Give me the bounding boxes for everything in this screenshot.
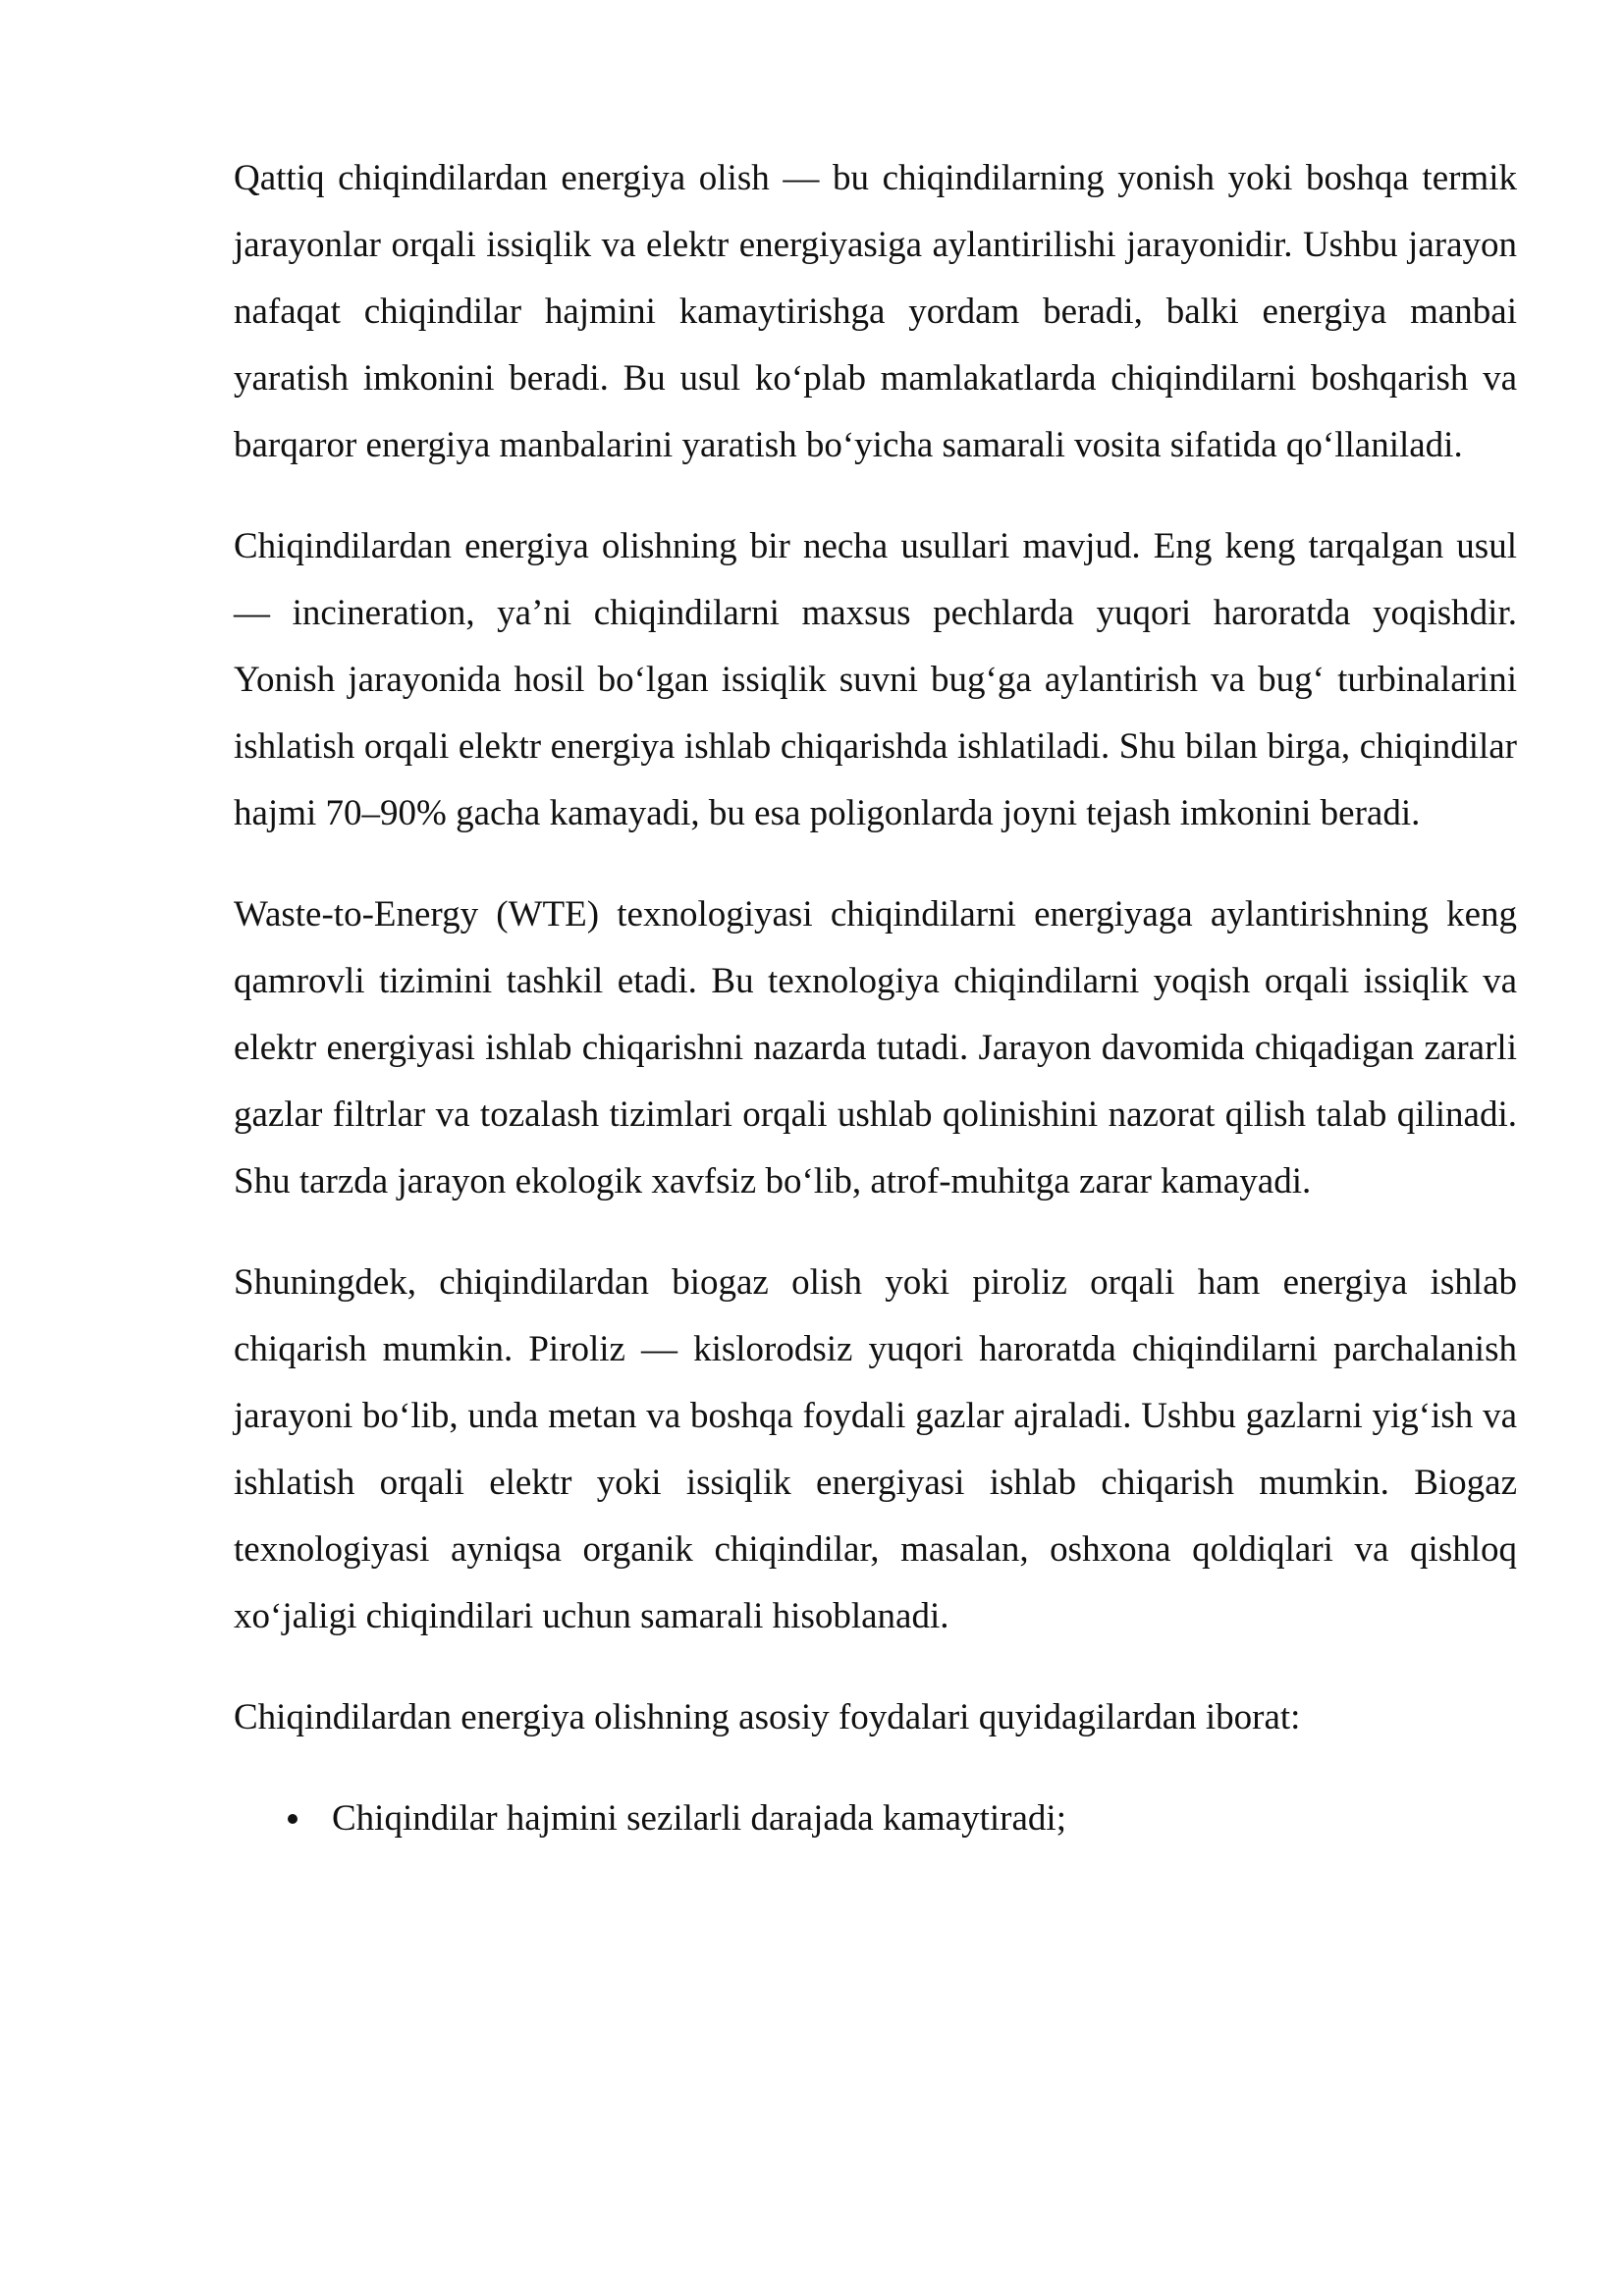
paragraph-methods: Chiqindilardan energiya olishning bir necha usullari mavjud. Eng keng tarqalgan usul — incineration, ya’ni chiqindilarni maxsus pechlarda yuqori haroratda yoqishdir. Yonish jarayonida hosil bo‘lgan issiqlik suvni bug‘ga aylantirish va bug‘ turbinalarini ishlatish orqali elektr energiya ishlab chiqarishda ishlatiladi. Shu bilan birga, chiqindilar hajmi 70–90% gacha kamayadi, bu esa poligonlarda joyni tejash imkonini beradi. [234, 526, 1517, 833]
list-item [234, 1786, 1517, 1852]
paragraph-intro: Qattiq chiqindilardan energiya olish — bu chiqindilarning yonish yoki boshqa termik jarayonlar orqali issiqlik va elektr energiyasiga aylantirilishi jarayonidir. Ushbu jarayon nafaqat chiqindilar hajmini kamaytirishga yordam beradi, balki energiya manbai yaratish imkonini beradi. Bu usul ko‘plab mamlakatlarda chiqindilarni boshqarish va barqaror energiya manbalarini yaratish bo‘yicha samarali vosita sifatida qo‘llaniladi. [234, 158, 1517, 465]
benefits-list [234, 1786, 1517, 1852]
benefits-lead: Chiqindilardan energiya olishning asosiy foydalari quyidagilardan iborat: [234, 1697, 1301, 1737]
paragraph-wte: Waste-to-Energy (WTE) texnologiyasi chiqindilarni energiyaga aylantirishning keng qamrovli tizimini tashkil etadi. Bu texnologiya chiqindilarni yoqish orqali issiqlik va elektr energiyasi ishlab chiqarishni nazarda tutadi. Jarayon davomida chiqadigan zararli gazlar filtrlar va tozalash tizimlari orqali ushlab qolinishini nazorat qilish talab qilinadi. Shu tarzda jarayon ekologik xavfsiz bo‘lib, atrof-muhitga zarar kamayadi. [234, 894, 1517, 1201]
bullet-icon [288, 1814, 298, 1824]
document-page [234, 145, 1517, 1852]
list-item-text: Chiqindilar hajmini sezilarli darajada kamaytiradi; [332, 1798, 1066, 1839]
paragraph-biogas-pyrolysis: Shuningdek, chiqindilardan biogaz olish yoki piroliz orqali ham energiya ishlab chiqarish mumkin. Piroliz — kislorodsiz yuqori haroratda chiqindilarni parchalanish jarayoni bo‘lib, unda metan va boshqa foydali gazlar ajraladi. Ushbu gazlarni yig‘ish va ishlatish orqali elektr yoki issiqlik energiyasi ishlab chiqarish mumkin. Biogaz texnologiyasi ayniqsa organik chiqindilar, masalan, oshxona qoldiqlari va qishloq xo‘jaligi chiqindilari uchun samarali hisoblanadi. [234, 1262, 1517, 1636]
